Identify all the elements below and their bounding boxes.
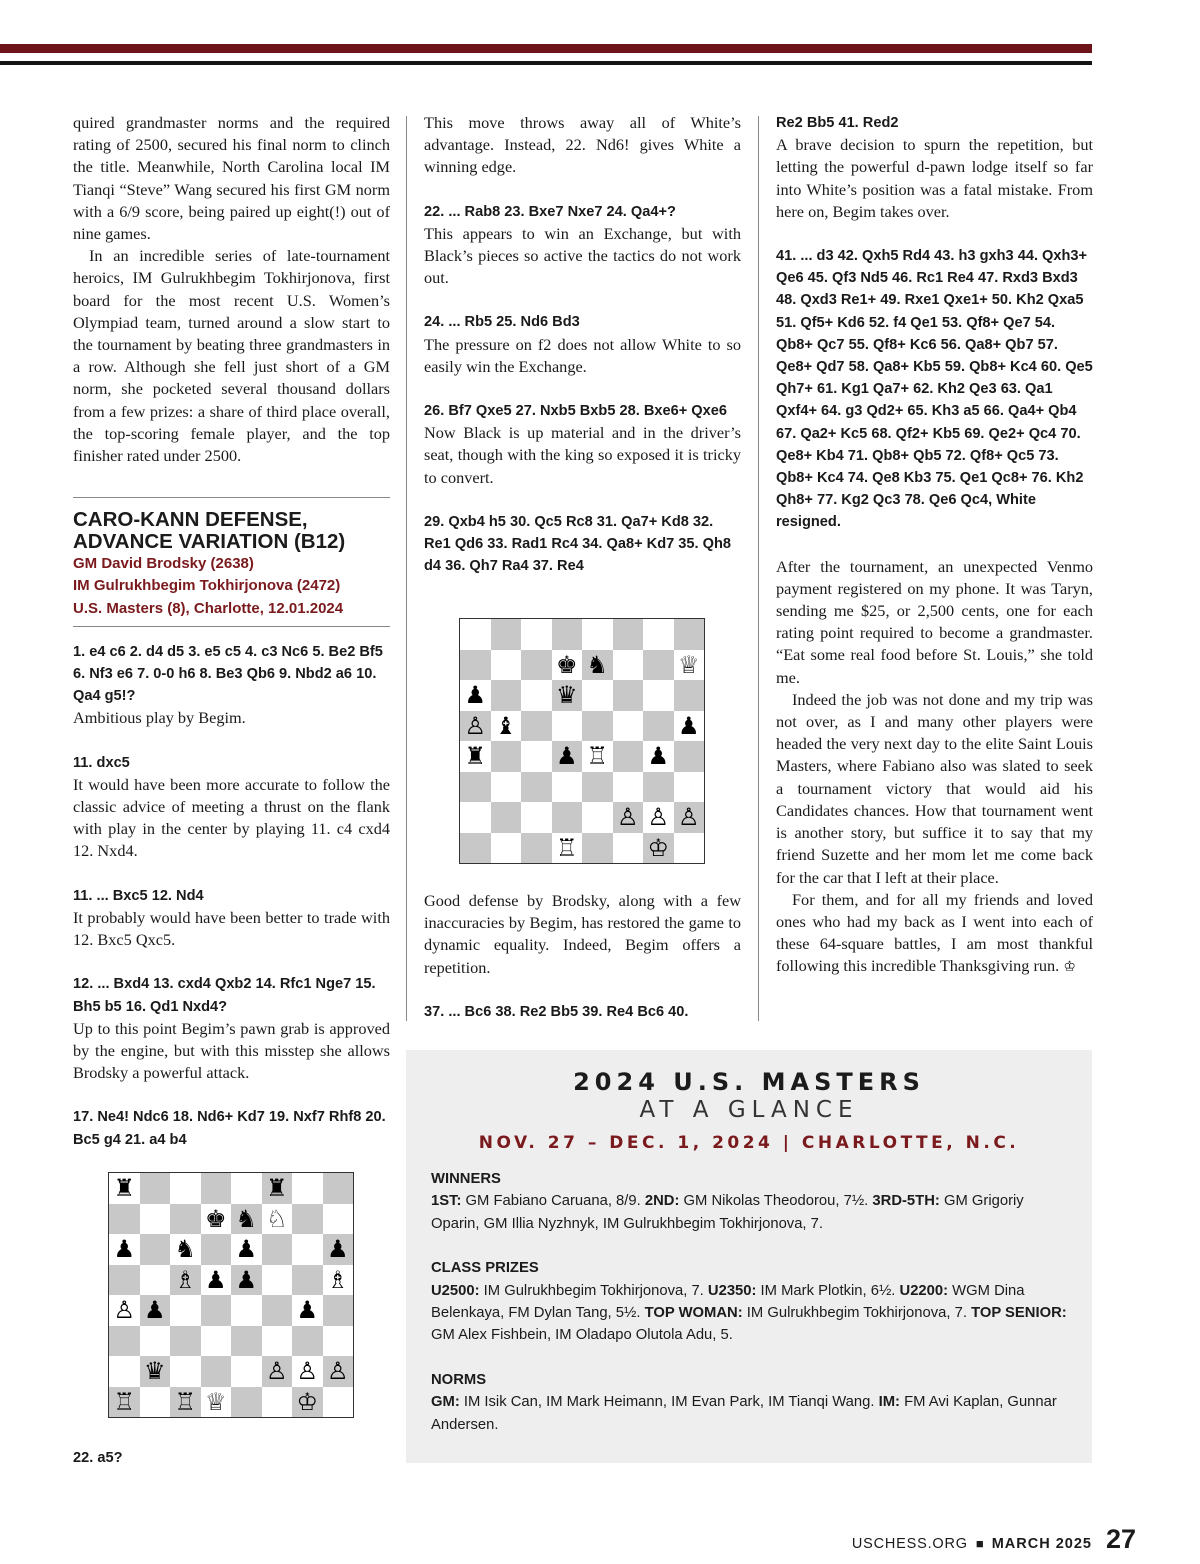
board-square <box>323 1265 354 1296</box>
chess-piece-icon: ♖ <box>113 1387 135 1416</box>
board-square <box>491 741 522 772</box>
move-text: 11. dxc5 <box>73 754 130 771</box>
prize-label: U2500: <box>431 1282 480 1299</box>
board-square <box>323 1387 354 1418</box>
board-square <box>460 711 491 742</box>
paragraph <box>776 889 1093 979</box>
move-text: 12. ... Bxd4 13. cxd4 Qxb2 14. Rfc1 Nge7 15. Bh5 b5 16. Qd1 Nxd4? <box>73 976 376 1015</box>
chess-piece-icon: ♜ <box>265 1174 288 1203</box>
board-square <box>460 650 491 681</box>
board-square <box>582 802 613 833</box>
board-square <box>323 1326 354 1357</box>
page-number: 27 <box>1105 1524 1136 1554</box>
prize-label: U2350: <box>707 1282 757 1299</box>
board-square <box>582 711 613 742</box>
chess-piece-icon: ♙ <box>265 1357 288 1386</box>
board-square <box>552 711 583 742</box>
move-text: 37. ... Bc6 38. Re2 Bb5 39. Re4 Bc6 40. <box>424 1003 689 1020</box>
chess-piece-icon: ♗ <box>174 1265 196 1294</box>
site-name: USCHESS.ORG <box>851 1536 968 1552</box>
board-square <box>613 741 644 772</box>
winners-heading: WINNERS <box>431 1171 501 1187</box>
board-square <box>460 741 491 772</box>
chess-piece-icon: ♛ <box>143 1357 166 1386</box>
board-square <box>460 619 491 650</box>
board-square <box>552 650 583 681</box>
column-2 <box>424 112 741 577</box>
board-square <box>109 1295 140 1326</box>
board-square <box>643 711 674 742</box>
prize-text: IM Gulrukhbegim Tokhirjonova, 7. <box>479 1282 708 1299</box>
board-square <box>109 1387 140 1418</box>
paragraph: quired grandmaster norms and the required rating of 2500, secured his final norm to clinch the title. Meanwhile, North Carolina local IM Tianqi “Steve” Wang secured his first GM norm with a 6/9 score, being paired up eight(!) out of nine games. <box>73 113 390 244</box>
column-1 <box>73 112 390 1151</box>
annotation: Ambitious play by Begim. <box>73 708 246 728</box>
column-divider-1 <box>406 116 407 1021</box>
chess-piece-icon: ♞ <box>174 1235 196 1264</box>
board-square <box>231 1295 262 1326</box>
board-square <box>674 833 705 864</box>
board-square <box>140 1204 171 1235</box>
chess-piece-icon: ♙ <box>616 803 639 832</box>
board-square <box>201 1326 232 1357</box>
glance-dates: NOV. 27 – DEC. 1, 2024 | CHARLOTTE, N.C. <box>478 1133 1020 1153</box>
move-text: Re2 Bb5 41. Red2 <box>776 115 899 131</box>
board-square <box>201 1387 232 1418</box>
annotation: This appears to win an Exchange, but with Black’s pieces so active the tactics do not work out. <box>424 223 741 288</box>
board-square <box>292 1326 323 1357</box>
board-square <box>491 619 522 650</box>
header-rule-red <box>0 44 1092 53</box>
opening-title-line: ADVANCE VARIATION (B12) <box>73 530 346 554</box>
board-square <box>460 680 491 711</box>
glance-title: 2024 U.S. MASTERS <box>573 1068 925 1096</box>
issue-month: MARCH 2025 <box>991 1536 1092 1552</box>
chess-piece-icon: ♕ <box>677 650 700 679</box>
black-player: IM Gulrukhbegim Tokhirjonova (2472) <box>73 577 341 595</box>
chess-piece-icon: ♟ <box>113 1235 135 1264</box>
prize-text: IM Mark Plotkin, 6½. <box>756 1282 900 1299</box>
chess-piece-icon: ♜ <box>113 1174 135 1203</box>
column-3 <box>776 112 1093 979</box>
move-text: 26. Bf7 Qxe5 27. Nxb5 Bxb5 28. Bxe6+ Qxe6 <box>424 403 727 420</box>
board-square <box>613 650 644 681</box>
board-square <box>140 1326 171 1357</box>
board-square <box>262 1326 293 1357</box>
prize-text: GM Nikolas Theodorou, 7½. <box>679 1193 873 1210</box>
board-square <box>491 680 522 711</box>
board-square <box>552 619 583 650</box>
board-square <box>582 619 613 650</box>
chess-piece-icon: ♖ <box>555 833 578 862</box>
board-square <box>109 1204 140 1235</box>
board-square <box>521 650 552 681</box>
board-square <box>109 1234 140 1265</box>
annotation: Good defense by Brodsky, along with a few inaccuracies by Begim, has restored the game to dynamic equality. Indeed, Begim offers a repetition. <box>424 891 741 977</box>
board-square <box>552 680 583 711</box>
prize-label: 3RD-5TH: <box>872 1193 940 1210</box>
move-text: 1. e4 c6 2. d4 d5 3. e5 c5 4. c3 Nc6 5. Be2 Bf5 6. Nf3 e6 7. 0-0 h6 8. Be3 Qb6 9. Nbd2 a6 10. Qa4 g5!? <box>73 643 383 705</box>
board-square <box>170 1295 201 1326</box>
chess-piece-icon: ♗ <box>326 1265 349 1294</box>
header-rule-dark <box>0 61 1092 65</box>
norms-heading: NORMS <box>431 1371 487 1388</box>
board-square <box>582 772 613 803</box>
board-square <box>109 1265 140 1296</box>
board-square <box>231 1265 262 1296</box>
board-square <box>613 802 644 833</box>
board-square <box>262 1173 293 1204</box>
board-square <box>140 1234 171 1265</box>
chess-piece-icon: ♚ <box>204 1204 227 1233</box>
chess-piece-icon: ♖ <box>586 742 608 771</box>
opening-title <box>73 509 390 553</box>
board-square <box>582 650 613 681</box>
separator-square-icon: ■ <box>975 1536 984 1551</box>
board-square <box>521 680 552 711</box>
board-square <box>170 1173 201 1204</box>
chess-diagram-1 <box>108 1172 354 1418</box>
board-square <box>109 1356 140 1387</box>
board-square <box>292 1204 323 1235</box>
prize-text: WGM Dina Belenkaya, FM Dylan Tang, 5½. <box>431 1282 1025 1322</box>
chess-piece-icon: ♜ <box>464 742 486 771</box>
board-square <box>643 802 674 833</box>
chess-piece-icon: ♝ <box>494 711 517 740</box>
prize-label: U2200: <box>899 1282 949 1299</box>
board-square <box>231 1234 262 1265</box>
move-text: 24. ... Rb5 25. Nd6 Bd3 <box>424 314 580 331</box>
chess-piece-icon: ♙ <box>113 1296 135 1325</box>
board-square <box>262 1234 293 1265</box>
annotation: This move throws away all of White’s advantage. Instead, 22. Nd6! gives White a winning edge. <box>424 113 741 177</box>
annotation: Up to this point Begim’s pawn grab is approved by the engine, but with this misstep she allows Brodsky a powerful attack. <box>73 1018 390 1083</box>
board-square <box>170 1204 201 1235</box>
board-square <box>201 1295 232 1326</box>
board-square <box>613 833 644 864</box>
prize-text: GM Alex Fishbein, IM Oladapo Olutola Adu, 5. <box>431 1327 733 1344</box>
board-square <box>643 680 674 711</box>
opening-title-line: CARO-KANN DEFENSE, <box>73 508 308 532</box>
board-square <box>460 802 491 833</box>
board-square <box>231 1356 262 1387</box>
winners-text <box>431 1190 1071 1235</box>
at-a-glance-box <box>406 1050 1092 1463</box>
chess-piece-icon: ♞ <box>586 650 608 679</box>
board-square <box>140 1173 171 1204</box>
board-square <box>643 772 674 803</box>
page-footer <box>852 1524 1136 1555</box>
board-square <box>674 711 705 742</box>
board-square <box>613 680 644 711</box>
chess-piece-icon: ♙ <box>647 803 669 832</box>
glance-subtitle: AT A GLANCE <box>639 1097 859 1123</box>
board-square <box>201 1234 232 1265</box>
annotation: The pressure on f2 does not allow White to so easily win the Exchange. <box>424 334 741 376</box>
board-square <box>323 1356 354 1387</box>
board-square <box>643 650 674 681</box>
prize-text: GM Grigoriy Oparin, GM Illia Nyzhnyk, IM Gulrukhbegim Tokhirjonova, 7. <box>431 1193 1024 1232</box>
chess-piece-icon: ♔ <box>647 833 669 862</box>
board-square <box>491 772 522 803</box>
board-square <box>170 1326 201 1357</box>
board-square <box>262 1204 293 1235</box>
board-square <box>613 711 644 742</box>
white-player: GM David Brodsky (2638) <box>73 555 254 573</box>
board-square <box>521 711 552 742</box>
chess-piece-icon: ♚ <box>555 650 578 679</box>
board-square <box>491 650 522 681</box>
chess-piece-icon: ♙ <box>326 1357 349 1386</box>
board-square <box>262 1387 293 1418</box>
board-square <box>170 1356 201 1387</box>
board-square <box>552 833 583 864</box>
chess-piece-icon: ♟ <box>326 1235 349 1264</box>
board-square <box>323 1295 354 1326</box>
board-square <box>109 1326 140 1357</box>
board-square <box>292 1356 323 1387</box>
board-square <box>521 772 552 803</box>
prize-text: FM Avi Kaplan, Gunnar Andersen. <box>431 1394 1057 1433</box>
chess-diagram-2 <box>459 618 705 864</box>
norms-text <box>431 1391 1071 1436</box>
chess-piece-icon: ♞ <box>235 1204 257 1233</box>
prize-text: GM Fabiano Caruana, 8/9. <box>461 1193 645 1210</box>
class-prizes-heading: CLASS PRIZES <box>431 1260 539 1277</box>
board-square <box>582 680 613 711</box>
chess-piece-icon: ♕ <box>204 1387 227 1416</box>
board-square <box>262 1265 293 1296</box>
annotation: Now Black is up material and in the driver’s seat, though with the king so exposed it is tricky to convert. <box>424 423 741 487</box>
board-square <box>460 772 491 803</box>
paragraph: In an incredible series of late-tournament heroics, IM Gulrukhbegim Tokhirjonova, first board for the most recent U.S. Women’s Olympiad team, turned around a slow start to the tournament by beating three grandmasters in a row. Although she fell just short of a GM norm, she pocketed several thousand dollars from a few prizes: a share of third place overall, the top-scoring female player, and the top finisher rated under 2500. <box>73 246 390 466</box>
board-square <box>201 1356 232 1387</box>
board-square <box>643 619 674 650</box>
paragraph: After the tournament, an unexpected Venmo payment registered on my phone. It was Taryn, sending me $25, or 2,500 cents, one for each rating point required to become a grandmaster. “Eat some real food before St. Louis,” she told me. <box>776 556 1093 687</box>
board-square <box>674 680 705 711</box>
board-square <box>613 772 644 803</box>
annotation: It would have been more accurate to follow the classic advice of meeting a thrust on the flank with play in the center by playing 11. c4 cxd4 12. Nxd4. <box>73 774 390 861</box>
board-square <box>552 802 583 833</box>
board-square <box>643 741 674 772</box>
board-square <box>674 619 705 650</box>
move-text: 17. Ne4! Ndc6 18. Nd6+ Kd7 19. Nxf7 Rhf8 20. Bc5 g4 21. a4 b4 <box>73 1109 386 1148</box>
prize-label: GM: <box>431 1394 460 1411</box>
prize-text: IM Isik Can, IM Mark Heimann, IM Evan Park, IM Tianqi Wang. <box>459 1394 879 1411</box>
board-square <box>674 802 705 833</box>
board-square <box>231 1387 262 1418</box>
chess-piece-icon: ♘ <box>265 1204 288 1233</box>
move-text: 29. Qxb4 h5 30. Qc5 Rc8 31. Qa7+ Kd8 32. Re1 Qd6 33. Rad1 Rc4 34. Qa8+ Kd7 35. Qh8 d4 36. Qh7 Ra4 37. Re4 <box>424 513 732 575</box>
chess-piece-icon: ♟ <box>647 742 669 771</box>
board-square <box>323 1204 354 1235</box>
board-square <box>582 833 613 864</box>
prize-label: IM: <box>878 1394 900 1411</box>
column-2-lower <box>424 890 741 1023</box>
board-square <box>674 772 705 803</box>
prize-label: TOP WOMAN: <box>644 1305 743 1322</box>
board-square <box>292 1265 323 1296</box>
board-square <box>140 1387 171 1418</box>
board-square <box>140 1295 171 1326</box>
glance-body <box>431 1168 1071 1436</box>
chess-piece-icon: ♟ <box>143 1296 166 1325</box>
move-text: 22. ... Rab8 23. Bxe7 Nxe7 24. Qa4+? <box>424 203 676 220</box>
board-square <box>460 833 491 864</box>
board-square <box>231 1173 262 1204</box>
board-square <box>201 1265 232 1296</box>
chess-piece-icon: ♟ <box>204 1265 227 1294</box>
board-square <box>521 833 552 864</box>
board-square <box>643 833 674 864</box>
prize-label: 1ST: <box>431 1193 462 1210</box>
board-square <box>140 1356 171 1387</box>
board-square <box>613 619 644 650</box>
chess-piece-icon: ♟ <box>235 1265 257 1294</box>
board-square <box>582 741 613 772</box>
chess-piece-icon: ♛ <box>555 681 578 710</box>
board-square <box>674 650 705 681</box>
paragraph: Indeed the job was not done and my trip was not over, as I and many other players were headed the very next day to the elite Saint Louis Masters, where Fabiano also was slated to seek a tournament victory that would aid his Candidates chances. How that tournament went is another story, but suffice it to say that my friend Suzette and her mom let me come back for the car that I left at their place. <box>776 689 1093 887</box>
board-square <box>323 1234 354 1265</box>
chess-piece-icon: ♟ <box>677 711 700 740</box>
board-square <box>491 711 522 742</box>
board-square <box>521 619 552 650</box>
board-square <box>552 741 583 772</box>
board-square <box>201 1204 232 1235</box>
annotation: It probably would have been better to trade with 12. Bxc5 Qxc5. <box>73 907 390 950</box>
board-square <box>292 1173 323 1204</box>
end-mark-icon: ♔ <box>1063 959 1076 976</box>
annotation: A brave decision to spurn the repetition, but letting the powerful d-pawn lodge itself so far into White’s position was a fatal mistake. From here on, Begim takes over. <box>776 135 1093 221</box>
event-info: U.S. Masters (8), Charlotte, 12.01.2024 <box>73 599 344 617</box>
board-square <box>292 1295 323 1326</box>
board-square <box>262 1356 293 1387</box>
chess-piece-icon: ♟ <box>555 742 578 771</box>
board-square <box>521 741 552 772</box>
board-square <box>201 1173 232 1204</box>
move-text: 11. ... Bxc5 12. Nd4 <box>73 887 204 904</box>
chess-piece-icon: ♟ <box>235 1235 257 1264</box>
move-text: 41. ... d3 42. Qxh5 Rd4 43. h3 gxh3 44. Qxh3+ Qe6 45. Qf3 Nd5 46. Rc1 Re4 47. Rxd3 Bxd3 48. Qxd3 Re1+ 49. Rxe1 Qxe1+ 50. Kh2 Qxa5 51. Qf5+ Kd6 52. f4 Qe1 53. Qf8+ Qe7 54. Qb8+ Qc7 55. Qf8+ Kc6 56. Qa8+ Qb7 57. Qe8+ Qd7 58. Qa8+ Kb5 59. Qb8+ Kc4 60. Qe5 Qh7+ 61. Kg1 Qa7+ 62. Kh2 Qe3 63. Qa1 Qxf4+ 64. g3 Qd2+ 65. Kh3 a5 66. Qa4+ Qb4 67. Qa2+ Kc5 68. Qf2+ Kb5 69. Qe2+ Qc4 70. Qe8+ Kb4 71. Qb8+ Qb5 72. Qf8+ Qc5 73. Qb8+ Kc4 74. Qe8 Kb3 75. Qe1 Qc8+ 76. Kh2 Qh8+ 77. Kg2 Qc3 78. Qe6 Qc4, White resigned. <box>776 248 1093 531</box>
class-prizes-text <box>431 1280 1071 1347</box>
move-text: 22. a5? <box>73 1450 123 1466</box>
board-square <box>262 1295 293 1326</box>
chess-piece-icon: ♟ <box>464 681 486 710</box>
chess-piece-icon: ♙ <box>296 1357 318 1386</box>
prize-label: TOP SENIOR: <box>971 1305 1067 1322</box>
board-square <box>491 833 522 864</box>
board-square <box>140 1265 171 1296</box>
prize-text: IM Gulrukhbegim Tokhirjonova, 7. <box>742 1305 972 1322</box>
board-square <box>170 1234 201 1265</box>
board-square <box>231 1326 262 1357</box>
chess-piece-icon: ♙ <box>677 803 700 832</box>
board-square <box>521 802 552 833</box>
board-square <box>491 802 522 833</box>
board-square <box>170 1265 201 1296</box>
board-square <box>231 1204 262 1235</box>
board-square <box>292 1387 323 1418</box>
board-square <box>109 1173 140 1204</box>
chess-piece-icon: ♙ <box>464 711 486 740</box>
board-square <box>292 1234 323 1265</box>
paragraph-text: For them, and for all my friends and loved ones who had my back as I went into each of these 64-square battles, I am most thankful following this incredible Thanksgiving run. <box>776 889 1093 976</box>
board-square <box>170 1387 201 1418</box>
chess-piece-icon: ♖ <box>174 1387 196 1416</box>
chess-piece-icon: ♔ <box>296 1387 318 1416</box>
column-divider-2 <box>758 116 759 1021</box>
board-square <box>552 772 583 803</box>
board-square <box>323 1173 354 1204</box>
board-square <box>674 741 705 772</box>
chess-piece-icon: ♟ <box>296 1296 318 1325</box>
prize-label: 2ND: <box>644 1193 680 1210</box>
